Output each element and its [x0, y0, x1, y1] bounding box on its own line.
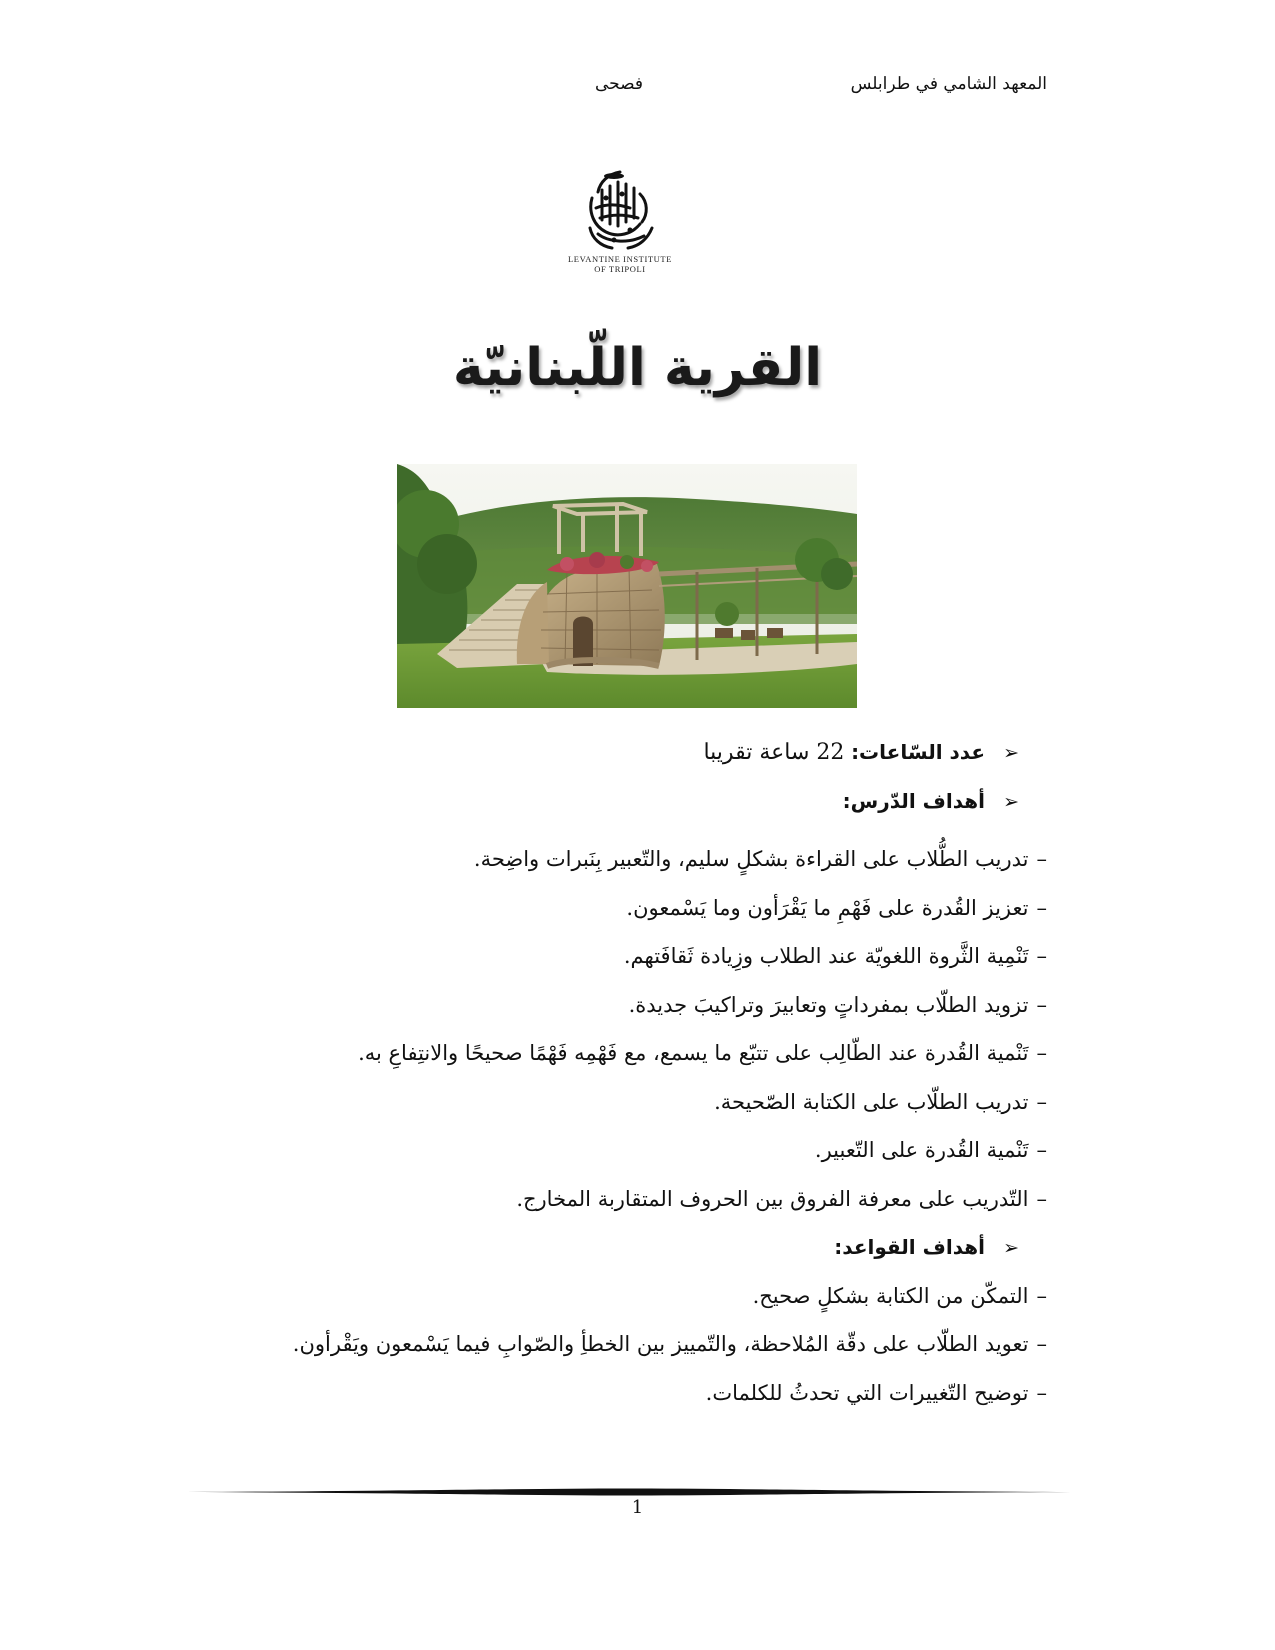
- list-item: –التّدريب على معرفة الفروق بين الحروف المتقاربة المخارج.: [516, 1186, 1047, 1211]
- checkmark-arrow-icon: ➢: [1003, 790, 1019, 813]
- list-item: –تَنْمِية الثَّروة اللغويّة عند الطلاب وزِيادة ثَقافَتهم.: [623, 944, 1047, 968]
- hours-value: 22 ساعة تقريبا: [703, 740, 845, 765]
- checkmark-arrow-icon: ➢: [1003, 1237, 1019, 1259]
- footer-divider: [187, 1488, 1071, 1496]
- header-institute: المعهد الشامي في طرابلس: [850, 74, 1047, 94]
- calligraphy-emblem-icon: [578, 168, 662, 254]
- grammar-goals-heading: [207, 1223, 1047, 1272]
- list-item: –توضيح التّغييرات التي تحدثُ للكلمات.: [705, 1380, 1047, 1405]
- list-item: –تعزيز القُدرة على فَهْمِ ما يَقْرَأون وما يَسْمعون.: [626, 895, 1047, 920]
- grammar-goals-label: أهداف القواعد:: [834, 1235, 985, 1259]
- header-level: فصحى: [595, 74, 644, 94]
- list-item: –تزويد الطلّاب بمفرداتٍ وتعابيرَ وتراكيبَ جديدة.: [628, 992, 1047, 1017]
- page-title: القرية اللّبنانيّة: [452, 338, 823, 398]
- list-item: –تعويد الطلّاب على دقّة المُلاحظة، والتّمييز بين الخطأِ والصّوابِ فيما يَسْمعون ويَقْرأون.: [292, 1332, 1047, 1356]
- village-house-photo: [397, 464, 857, 708]
- hours-label: عدد السّاعات:: [851, 740, 985, 764]
- lesson-goals-heading: [207, 777, 1047, 826]
- list-item: –تدريب الطُّلاب على القراءة بشكلٍ سليم، والتّعبير بِنَبرات واضِحة.: [473, 847, 1047, 871]
- institute-logo: [555, 168, 685, 274]
- checkmark-arrow-icon: ➢: [1003, 742, 1019, 764]
- list-item: –تدريب الطلّاب على الكتابة الصّحيحة.: [714, 1089, 1047, 1114]
- list-item: –تَنْمية القُدرة على التّعبير.: [814, 1138, 1047, 1162]
- list-item: –تَنْمية القُدرة عند الطّالِب على تتبّع ما يسمع، مع فَهْمِه فَهْمًا صحيحًا والانتِفاعِ به.: [358, 1041, 1047, 1065]
- lesson-content: [207, 728, 1047, 1417]
- logo-text-line-2: OF TRIPOLI: [594, 264, 646, 274]
- hours-line: [207, 728, 1047, 777]
- lesson-goals-label: أهداف الدّرس:: [842, 788, 985, 813]
- page-number: 1: [631, 1497, 644, 1518]
- list-item: –التمكّن من الكتابة بشكلٍ صحيح.: [752, 1283, 1047, 1308]
- logo-text-line-1: LEVANTINE INSTITUTE: [567, 254, 673, 264]
